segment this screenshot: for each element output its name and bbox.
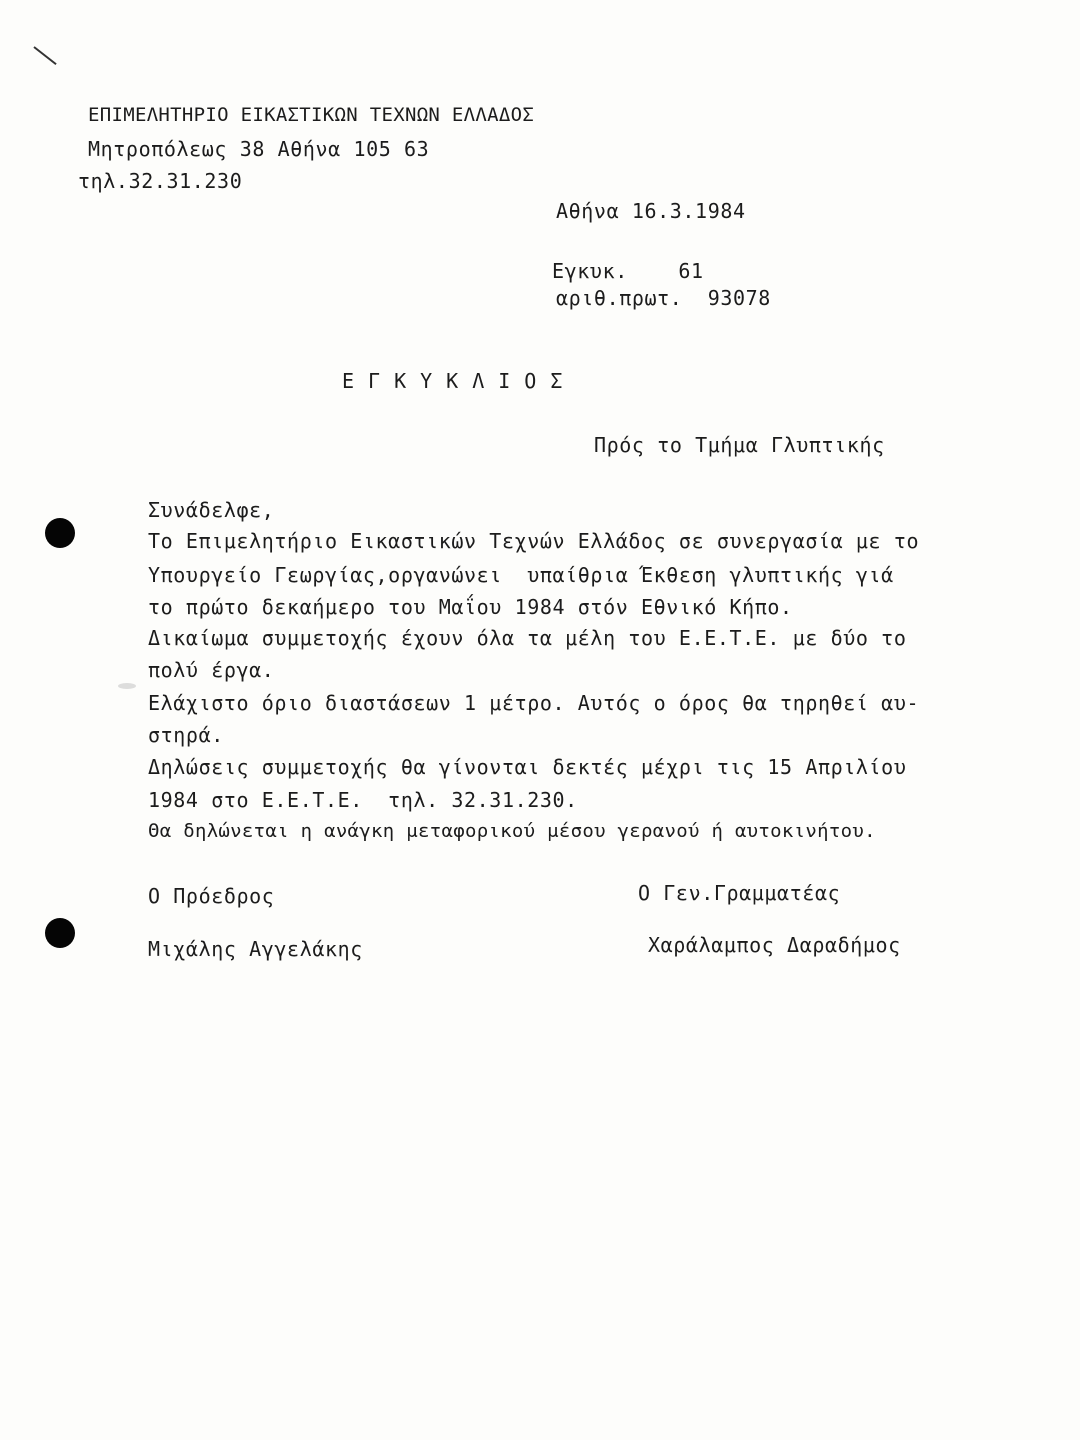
signature-title-secretary: Ο Γεν.Γραμματέας bbox=[638, 881, 841, 905]
body-line: Θα δηλώνεται η ανάγκη μεταφορικού μέσου γερανού ή αυτοκινήτου. bbox=[148, 820, 876, 842]
body-line: Δικαίωμα συμμετοχής έχουν όλα τα μέλη του Ε.Ε.Τ.Ε. με δύο το bbox=[148, 626, 907, 650]
circular-number: Εγκυκ. 61 bbox=[552, 259, 704, 283]
body-line: Υπουργείο Γεωργίας,οργανώνει υπαίθρια Έκθεση γλυπτικής γιά bbox=[148, 563, 894, 587]
body-line: πολύ έργα. bbox=[148, 658, 275, 682]
corner-pen-mark bbox=[33, 46, 56, 65]
body-line: 1984 στο Ε.Ε.Τ.Ε. τηλ. 32.31.230. bbox=[148, 788, 578, 812]
signature-name-president: Μιχάλης Αγγελάκης bbox=[148, 937, 363, 961]
letterhead-phone: τηλ.32.31.230 bbox=[78, 169, 243, 193]
body-line: στηρά. bbox=[148, 723, 224, 747]
body-line: το πρώτο δεκαήμερο του Μαΐου 1984 στόν Εθνικό Κήπο. bbox=[148, 595, 793, 619]
protocol-number: αριθ.πρωτ. 93078 bbox=[556, 286, 771, 310]
body-line: Δηλώσεις συμμετοχής θα γίνονται δεκτές μέχρι τις 15 Απριλίου bbox=[148, 755, 907, 779]
body-line: Ελάχιστο όριο διαστάσεων 1 μέτρο. Αυτός ο όρος θα τηρηθεί αυ- bbox=[148, 691, 920, 715]
letterhead-organization: ΕΠΙΜΕΛΗΤΗΡΙΟ ΕΙΚΑΣΤΙΚΩΝ ΤΕΧΝΩΝ ΕΛΛΑΔΟΣ bbox=[88, 104, 535, 126]
signature-title-president: Ο Πρόεδρος bbox=[148, 884, 275, 908]
punch-hole bbox=[45, 518, 75, 548]
paper-smudge bbox=[118, 683, 136, 689]
punch-hole bbox=[45, 918, 75, 948]
body-line: Το Επιμελητήριο Εικαστικών Τεχνών Ελλάδος σε συνεργασία με το bbox=[148, 529, 920, 553]
recipient-line: Πρός το Τμήμα Γλυπτικής bbox=[594, 433, 885, 457]
document-heading: ΕΓΚΥΚΛΙΟΣ bbox=[342, 369, 577, 393]
signature-name-secretary: Χαράλαμπος Δαραδήμος bbox=[648, 933, 901, 957]
salutation: Συνάδελφε, bbox=[148, 498, 275, 522]
document-date: Αθήνα 16.3.1984 bbox=[556, 199, 746, 223]
letterhead-address: Μητροπόλεως 38 Αθήνα 105 63 bbox=[88, 137, 430, 161]
